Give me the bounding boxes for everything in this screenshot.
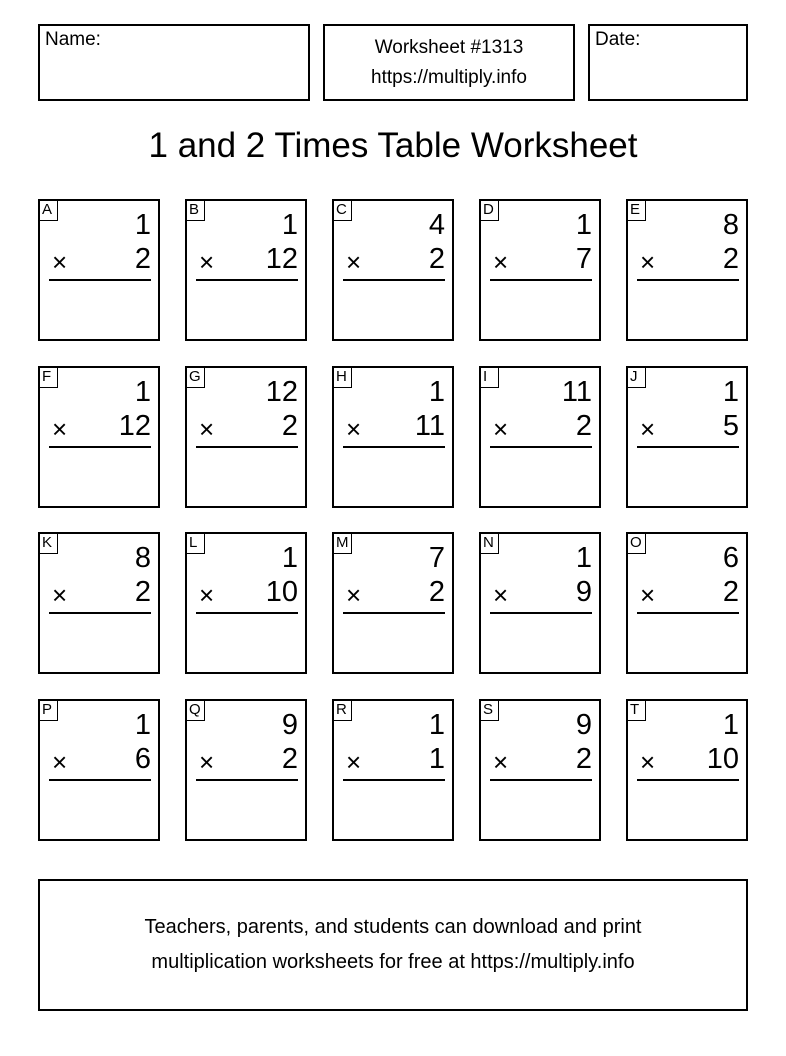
multiplier: 2 xyxy=(428,243,445,275)
multiplier: 2 xyxy=(428,576,445,608)
times-sign: × xyxy=(346,414,362,444)
multiplicand: 11 xyxy=(561,376,592,408)
answer-line xyxy=(343,446,445,448)
times-sign: × xyxy=(493,747,509,777)
problem-letter: E xyxy=(626,199,646,221)
multiplicand: 7 xyxy=(428,542,445,574)
answer-line xyxy=(490,279,592,281)
problem-letter: B xyxy=(185,199,205,221)
problem-letter: K xyxy=(38,532,58,554)
times-sign: × xyxy=(493,580,509,610)
problem-letter: R xyxy=(332,699,352,721)
times-sign: × xyxy=(346,247,362,277)
multiplicand: 6 xyxy=(722,542,739,574)
problem-letter: I xyxy=(479,366,499,388)
problem-letter: Q xyxy=(185,699,205,721)
problem-card[interactable] xyxy=(38,532,160,674)
problem-letter: H xyxy=(332,366,352,388)
problem-letter: G xyxy=(185,366,205,388)
multiplicand: 1 xyxy=(134,209,151,241)
problem-letter: C xyxy=(332,199,352,221)
answer-line xyxy=(637,446,739,448)
multiplicand: 1 xyxy=(134,376,151,408)
times-sign: × xyxy=(52,747,68,777)
multiplicand: 8 xyxy=(722,209,739,241)
problem-card[interactable] xyxy=(626,199,748,341)
multiplicand: 1 xyxy=(428,709,445,741)
problem-card[interactable] xyxy=(479,699,601,841)
times-sign: × xyxy=(493,247,509,277)
problem-letter: T xyxy=(626,699,646,721)
problem-letter: O xyxy=(626,532,646,554)
multiplicand: 1 xyxy=(722,376,739,408)
problem-card[interactable] xyxy=(38,199,160,341)
answer-line xyxy=(637,279,739,281)
answer-line xyxy=(490,612,592,614)
answer-line xyxy=(49,279,151,281)
times-sign: × xyxy=(199,747,215,777)
times-sign: × xyxy=(52,414,68,444)
problem-card[interactable] xyxy=(626,366,748,508)
times-sign: × xyxy=(640,580,656,610)
answer-line xyxy=(343,612,445,614)
multiplicand: 1 xyxy=(281,209,298,241)
answer-line xyxy=(490,779,592,781)
answer-line xyxy=(196,446,298,448)
times-sign: × xyxy=(52,580,68,610)
multiplicand: 1 xyxy=(722,709,739,741)
problem-letter: D xyxy=(479,199,499,221)
problem-letter: F xyxy=(38,366,58,388)
problem-letter: N xyxy=(479,532,499,554)
answer-line xyxy=(49,446,151,448)
problem-letter: P xyxy=(38,699,58,721)
footer-box xyxy=(38,879,748,1011)
multiplier: 2 xyxy=(575,410,592,442)
answer-line xyxy=(490,446,592,448)
answer-line xyxy=(196,279,298,281)
problem-letter: S xyxy=(479,699,499,721)
times-sign: × xyxy=(52,247,68,277)
problem-card[interactable] xyxy=(38,366,160,508)
problem-letter: L xyxy=(185,532,205,554)
multiplier: 2 xyxy=(134,576,151,608)
times-sign: × xyxy=(199,247,215,277)
multiplier: 9 xyxy=(575,576,592,608)
multiplier: 12 xyxy=(265,243,298,275)
multiplicand: 4 xyxy=(428,209,445,241)
multiplier: 2 xyxy=(722,243,739,275)
multiplier: 2 xyxy=(722,576,739,608)
answer-line xyxy=(196,779,298,781)
problem-card[interactable] xyxy=(479,366,601,508)
problem-card[interactable] xyxy=(185,532,307,674)
times-sign: × xyxy=(346,747,362,777)
multiplier: 5 xyxy=(722,410,739,442)
problem-card[interactable] xyxy=(38,699,160,841)
problem-card[interactable] xyxy=(185,699,307,841)
multiplier: 12 xyxy=(118,410,151,442)
times-sign: × xyxy=(640,414,656,444)
multiplier: 2 xyxy=(134,243,151,275)
answer-line xyxy=(343,279,445,281)
times-sign: × xyxy=(640,247,656,277)
name-field-box[interactable] xyxy=(38,24,310,101)
multiplicand: 1 xyxy=(281,542,298,574)
multiplicand: 1 xyxy=(134,709,151,741)
multiplicand: 9 xyxy=(575,709,592,741)
problem-letter: A xyxy=(38,199,58,221)
problem-card[interactable] xyxy=(332,366,454,508)
multiplicand: 1 xyxy=(428,376,445,408)
multiplicand: 1 xyxy=(575,209,592,241)
multiplier: 10 xyxy=(706,743,739,775)
problem-letter: J xyxy=(626,366,646,388)
multiplier: 6 xyxy=(134,743,151,775)
multiplier: 2 xyxy=(281,743,298,775)
multiplier: 2 xyxy=(575,743,592,775)
footer-line-1: Teachers, parents, and students can download and print xyxy=(144,916,642,938)
problem-card[interactable] xyxy=(185,366,307,508)
footer-line-2: multiplication worksheets for free at https://multiply.info xyxy=(151,951,635,973)
answer-line xyxy=(49,779,151,781)
problem-letter: M xyxy=(332,532,352,554)
times-sign: × xyxy=(640,747,656,777)
problem-card[interactable] xyxy=(479,199,601,341)
worksheet-url: https://multiply.info xyxy=(371,66,527,88)
answer-line xyxy=(637,612,739,614)
multiplier: 1 xyxy=(428,743,445,775)
times-sign: × xyxy=(346,580,362,610)
problem-card[interactable] xyxy=(185,199,307,341)
date-label: Date: xyxy=(595,29,641,50)
date-field-box[interactable] xyxy=(588,24,748,101)
answer-line xyxy=(637,779,739,781)
problem-card[interactable] xyxy=(626,532,748,674)
worksheet-title: 1 and 2 Times Table Worksheet xyxy=(148,126,638,165)
name-label: Name: xyxy=(45,29,101,50)
problem-card[interactable] xyxy=(332,699,454,841)
problem-card[interactable] xyxy=(479,532,601,674)
multiplier: 10 xyxy=(265,576,298,608)
problem-card[interactable] xyxy=(626,699,748,841)
problem-card[interactable] xyxy=(332,199,454,341)
times-sign: × xyxy=(199,414,215,444)
answer-line xyxy=(343,779,445,781)
multiplier: 11 xyxy=(414,410,445,442)
multiplicand: 9 xyxy=(281,709,298,741)
problem-card[interactable] xyxy=(332,532,454,674)
answer-line xyxy=(196,612,298,614)
multiplicand: 1 xyxy=(575,542,592,574)
times-sign: × xyxy=(493,414,509,444)
answer-line xyxy=(49,612,151,614)
worksheet-number: Worksheet #1313 xyxy=(374,36,524,58)
multiplier: 2 xyxy=(281,410,298,442)
multiplicand: 8 xyxy=(134,542,151,574)
multiplier: 7 xyxy=(575,243,592,275)
worksheet-info-box xyxy=(323,24,575,101)
multiplicand: 12 xyxy=(265,376,298,408)
times-sign: × xyxy=(199,580,215,610)
